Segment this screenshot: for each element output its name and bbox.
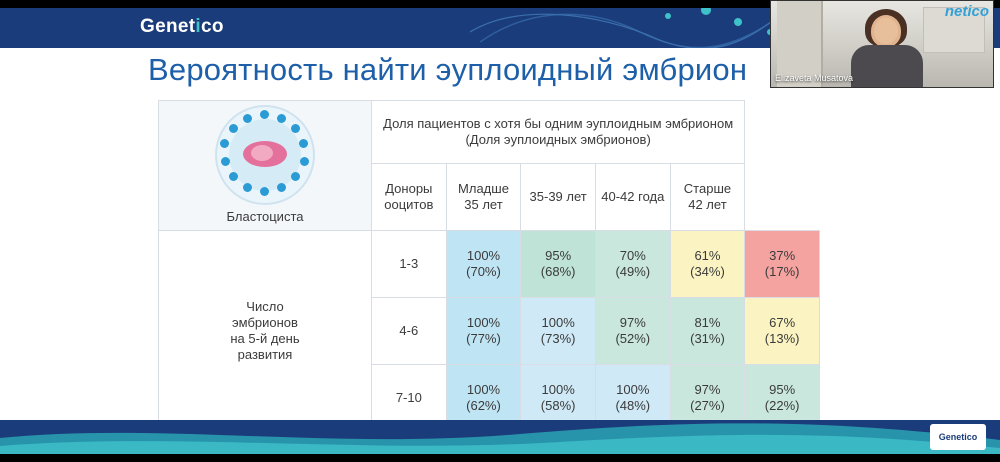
cell-top: 61% [694,247,721,263]
column-header-donors: Доноры ооцитов [372,164,447,231]
blastocyst-label: Бластоциста [226,209,304,225]
cell-bottom: (13%) [764,331,800,346]
cell-top: 100% [466,247,501,263]
row-label: 4-6 [372,298,447,365]
page-title: Вероятность найти эуплоидный эмбрион [148,52,748,87]
cell-top: 100% [466,314,501,330]
cell-top: 97% [619,314,646,330]
cell-bottom: (34%) [690,264,725,279]
cell-top: 70% [619,247,646,263]
row-label: 1-3 [372,231,447,298]
column-header-over42: Старше 42 лет [670,164,745,231]
webcam-tile[interactable] [770,0,994,88]
cell-bottom: (70%) [466,264,501,279]
cell-bottom: (49%) [615,264,651,279]
column-header-40-42: 40-42 года [595,164,670,231]
data-cell [446,298,521,365]
blastocyst-illustration [215,105,315,205]
column-header-35-39: 35-39 лет [521,164,596,231]
brand-logo-text: Genet [140,16,196,37]
cell-top: 100% [541,314,575,330]
slide-footer-band [0,420,1000,454]
webcam-brand-badge: netico [944,3,989,20]
participant-name-label: Elizaveta Musatova [775,73,854,83]
table-header-row-1 [159,101,820,164]
cell-bottom: (48%) [615,398,651,413]
cell-top: 95% [545,247,572,263]
span-header-line2: (Доля эуплоидных эмбрионов) [465,132,651,147]
cell-top: 67% [769,314,796,330]
side-label-embryo-count: Число эмбрионов на 5-й день развития [159,231,372,432]
footer-wave [0,420,1000,454]
blastocyst-header-cell [159,101,372,231]
footer-logo-text: Genetico [938,432,978,442]
decorative-swirl [470,8,790,48]
row-label: 7-10 [372,365,447,432]
cell-bottom: (52%) [615,331,651,346]
cell-top: 81% [694,314,721,330]
cell-top: 100% [466,381,501,397]
brand-logo-accent: i [195,16,201,37]
data-cell [521,298,596,365]
table-row [159,231,820,298]
cell-bottom: (17%) [764,264,800,279]
cell-bottom: (62%) [466,398,501,413]
cell-top: 37% [769,247,796,263]
cell-bottom: (27%) [690,398,725,413]
data-cell [521,231,596,298]
data-cell [446,231,521,298]
cell-top: 97% [694,381,721,397]
cell-bottom: (68%) [540,264,576,279]
cell-top: 100% [541,381,575,397]
data-cell [595,231,670,298]
cell-top: 100% [616,381,650,397]
data-cell [745,298,820,365]
brand-logo-tail: co [200,16,224,37]
euploid-probability-table [158,100,820,432]
cell-bottom: (22%) [764,398,800,413]
brand-logo [140,16,224,38]
cell-bottom: (73%) [540,331,576,346]
cell-bottom: (77%) [466,331,501,346]
data-cell [745,231,820,298]
column-header-under35: Младше 35 лет [446,164,521,231]
footer-logo [930,424,986,450]
table-span-header [372,101,745,164]
cell-top: 95% [769,381,796,397]
cell-bottom: (58%) [540,398,576,413]
cell-bottom: (31%) [690,331,725,346]
data-cell [595,298,670,365]
data-cell [670,298,745,365]
data-cell [670,231,745,298]
span-header-line1: Доля пациентов с хотя бы одним эуплоидным эмбрионом [383,115,734,131]
